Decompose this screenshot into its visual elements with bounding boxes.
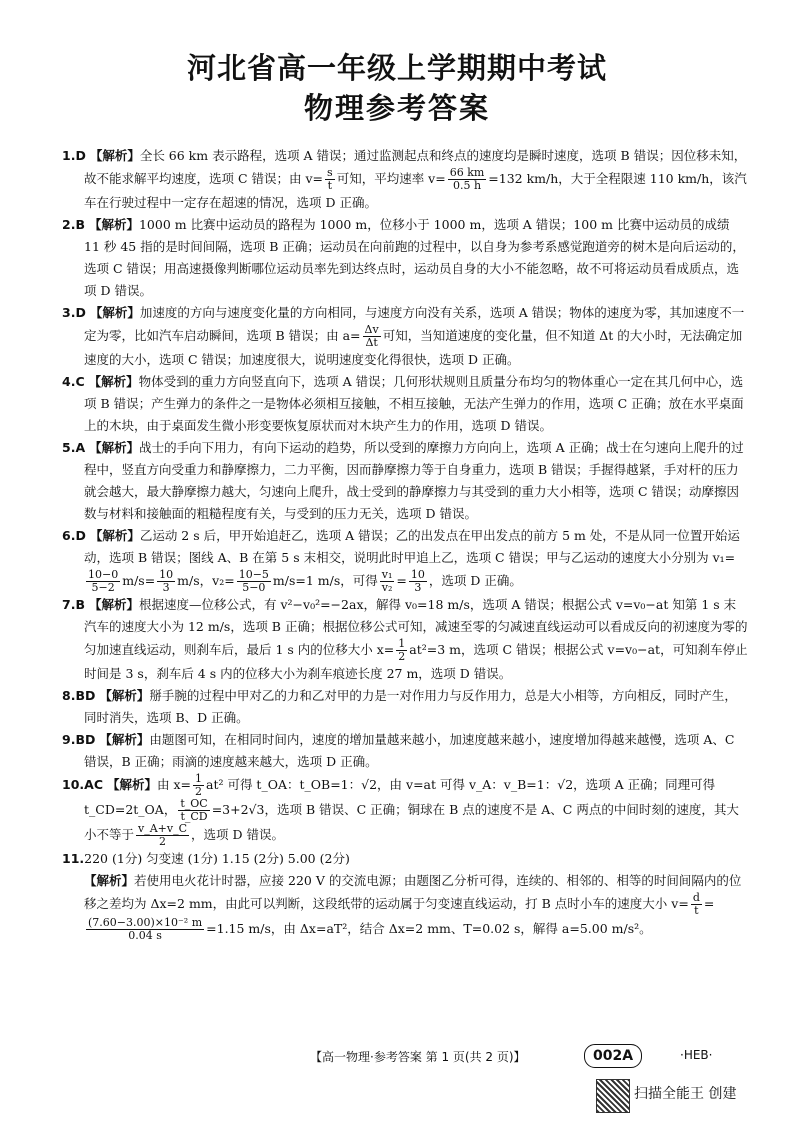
answer-item: 11.220 (1分) 匀变速 (1分) 1.15 (2分) 5.00 (2分): [62, 851, 350, 866]
fraction: $\frac{10}{3}$: [410, 568, 425, 594]
fraction: $\frac{1}{2}$: [398, 637, 406, 663]
answer-solution: 【解析】若使用电火花计时器，应接 220 V 的交流电源；由题图乙分析可得，连续的、相邻的、相等的时间间隔内的位移之差均为 Δx=2 mm，由此可以判断，这段纸带的运动属于匀变速直线运动，打 B 点时小车的速度大小 v= $\frac{d}{t}$ = $\frac{\text{(7.60−3.00)×10⁻² m}}{0.04 s}$ =1.15 m/s，由 Δx=aT²，结合 Δx=2 mm、T=0.02 s，解得 a=5.00 m/s²。: [84, 873, 742, 942]
paper-code-badge: 002A: [584, 1044, 642, 1068]
fraction: $\frac{t\_OC}{t\_CD}$: [180, 797, 208, 823]
page-title: 河北省高一年级上学期期中考试: [186, 51, 607, 85]
fraction: $\frac{10-5}{5-0}$: [238, 568, 269, 594]
footer-text: 【高一物理·参考答案 第 1 页(共 2 页)】: [310, 1050, 526, 1064]
answer-item: 4.C 【解析】物体受到的重力方向竖直向下，选项 A 错误；几何形状规则且质量分布均匀的物体重心一定在其几何中心，选项 B 错误；产生弹力的条件之一是物体必须相互接触，不相互接触，无法产生弹力的作用，选项 C 正确；放在水平桌面上的木块，由于桌面发生微小形变要恢复原状而对木块产生力的作用，选项 D 错误。: [62, 374, 744, 433]
fraction: $\frac{d}{t}$: [692, 891, 700, 917]
region-code: ·HEB·: [680, 1048, 713, 1062]
fraction: $\frac{66 km}{0.5 h}$: [449, 166, 485, 192]
answer-item: 7.B 【解析】根据速度—位移公式，有 v²−v₀²=−2ax，解得 v₀=18 m/s，选项 A 错误；根据公式 v=v₀−at 知第 1 s 末汽车的速度大小为 12 m/s，选项 B 正确；根据位移公式可知，减速至零的匀减速直线运动可以看成反向的初速度为零的匀加速直线运动，则刹车后，最后 1 s 内的位移大小 x= $\frac{1}{2}$ at²=3 m，选项 C 错误；根据公式 v=v₀−at，可知刹车停止时间是 3 s，刹车后 4 s 内的位移大小为刹车痕迹长度 27 m，选项 D 错误。: [62, 597, 748, 681]
answer-item: 10.AC 【解析】由 x= $\frac{1}{2}$ at² 可得 t_OA：t_OB=1：√2，由 v=at 可得 v_A：v_B=1：√2，选项 A 正确；同理可得 t_CD=2t_OA， $\frac{t\_OC}{t\_CD}$ =3+2√3，选项 B 错误、C 正确；铜球在 B 点的速度不是 A、C 两点的中间时刻的速度，其大小不等于 $\frac{v\_A+v\_C}{2}$ ，选项 D 错误。: [62, 772, 739, 848]
answer-item: 9.BD 【解析】由题图可知，在相同时间内，速度的增加量越来越小，加速度越来越小，速度增加得越来越慢，选项 A、C 错误，B 正确；雨滴的速度越来越大，选项 D 正确。: [62, 732, 735, 769]
answer-item: 8.BD 【解析】掰手腕的过程中甲对乙的力和乙对甲的力是一对作用力与反作用力，总是大小相等，方向相反，同时产生，同时消失，选项 B、D 正确。: [62, 688, 737, 725]
scanner-watermark: 扫描全能王 创建: [634, 1086, 737, 1102]
answer-list: [62, 145, 748, 942]
page-subtitle: 物理参考答案: [303, 91, 490, 125]
fraction: $\frac{\text{(7.60−3.00)×10⁻² m}}{0.04 s}$: [88, 916, 203, 942]
answer-item: 2.B 【解析】1000 m 比赛中运动员的路程为 1000 m，位移小于 1000 m，选项 A 错误；100 m 比赛中运动员的成绩 11 秒 45 指的是时间间隔，选项 B 正确；运动员在向前跑的过程中，以自身为参考系感觉跑道旁的树木是向后运动的，选项 C 错误；用高速摄像判断哪位运动员率先到达终点时，运动员自身的大小不能忽略，故不可将运动员看成质点，选项 D 错误。: [62, 217, 745, 298]
fraction: $\frac{10-0}{5-2}$: [88, 568, 119, 594]
answer-item: 3.D 【解析】加速度的方向与速度变化量的方向相同，与速度方向没有关系，选项 A 错误；物体的速度为零，其加速度不一定为零，比如汽车启动瞬间，选项 B 错误；由 a= $\frac{\Delta v}{\Delta t}$ 可知，当知道速度的变化量，但不知道 Δt 的大小时，无法确定加速度的大小，选项 C 错误；加速度很大，说明速度变化得很快，选项 D 正确。: [62, 305, 745, 367]
answer-item: 5.A 【解析】战士的手向下用力，有向下运动的趋势，所以受到的摩擦力方向向上，选项 A 正确；战士在匀速向上爬升的过程中，竖直方向受重力和静摩擦力，二力平衡，因而静摩擦力等于自身重力，选项 B 错误；手握得越紧，手对杆的压力就会越大，最大静摩擦力越大，匀速向上爬升，战士受到的静摩擦力与其受到的重力大小相等，选项 C 错误；动摩擦因数与材料和接触面的粗糙程度有关，与受到的压力无关，选项 D 错误。: [62, 440, 744, 521]
fraction: $\frac{10}{3}$: [159, 568, 174, 594]
fraction: $\frac{\text{v₁}}{\text{v₂}}$: [381, 568, 393, 594]
answer-item: 1.D 【解析】全长 66 km 表示路程，选项 A 错误；通过监测起点和终点的速度均是瞬时速度，选项 B 错误；因位移未知，故不能求解平均速度，选项 C 错误；由 v= $\frac{s}{t}$ 可知，平均速率 v= $\frac{66 km}{0.5 h}$ =132 km/h，大于全程限速 110 km/h，该汽车在行驶过程中一定存在超速的情况，选项 D 正确。: [62, 148, 747, 210]
answer-item: 6.D 【解析】乙运动 2 s 后，甲开始追赶乙，选项 A 错误；乙的出发点在甲出发点的前方 5 m 处，不是从同一位置开始运动，选项 B 错误；图线 A、B 在第 5 s 末相交，说明此时甲追上乙，选项 C 错误；甲与乙运动的速度大小分别为 v₁= $\frac{10-0}{5-2}$ m/s= $\frac{10}{3}$ m/s，v₂= $\frac{10-5}{5-0}$ m/s=1 m/s，可得 $\frac{\text{v₁}}{\text{v₂}}$ = $\frac{10}{3}$ ，选项 D 正确。: [62, 528, 740, 594]
qr-code-icon: [596, 1079, 630, 1113]
fraction: $\frac{v\_A+v\_C}{2}$: [138, 822, 188, 848]
page-footer: [0, 1044, 794, 1068]
fraction: $\frac{s}{t}$: [327, 166, 333, 192]
fraction: $\frac{1}{2}$: [195, 772, 202, 798]
fraction: $\frac{\Delta v}{\Delta t}$: [364, 323, 379, 349]
